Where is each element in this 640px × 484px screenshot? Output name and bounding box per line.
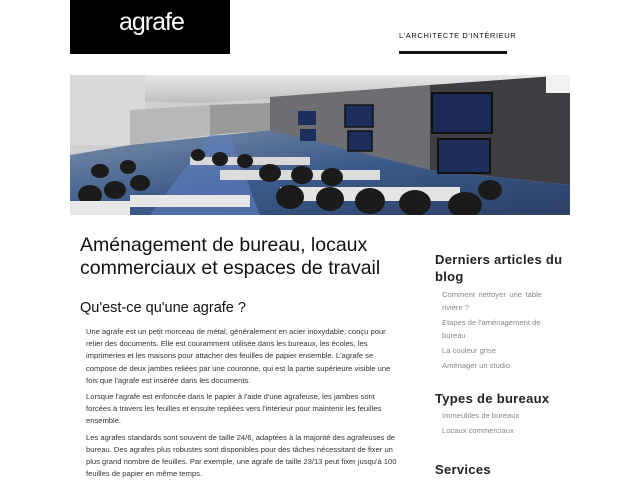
article-paragraph: Une agrafe est un petit morceau de métal, généralement en acier inoxydable, conçu pour relier des documents. Elle est couramment utilisée dans les bureaux, les écoles, les imprimeries et les maisons pour attacher des feuilles de papier ensemble. L'agrafe se compose de deux jambes reliées par une couronne, qui est la partie supérieure visible une fois que l'agrafe est insérée dans les documents.	[86, 327, 391, 385]
article-paragraph: Les agrafes standards sont souvent de taille 24/6, adaptées à la majorité des agrafeuses de bureau. Des agrafes plus robustes sont disponibles pour des tâches nécessitant de fixer un plus grand nombre de feuilles. Par exemple, une agrafe de taille 23/13 peut fixer jusqu'à 100 feuilles de papier en même temps.	[86, 432, 397, 479]
page-title: Aménagement de bureau, locaux commerciaux et espaces de travail	[80, 234, 381, 279]
tagline-underline	[399, 51, 507, 54]
site-logo[interactable]	[70, 0, 230, 54]
recent-post-link[interactable]: La couleur grise	[442, 346, 497, 355]
recent-post-link[interactable]: Aménager un studio	[442, 361, 510, 370]
services-heading: Services	[435, 462, 491, 477]
recent-post-link[interactable]: Comment nettoyer une table rivière ?	[442, 290, 542, 312]
hero-office-image	[70, 75, 570, 215]
logo-text: agrafe	[119, 8, 184, 36]
recent-post-link[interactable]: Etapes de l'aménagement de bureau	[442, 318, 541, 340]
article-paragraph: Lorsque l'agrafe est enfoncée dans le papier à l'aide d'une agrafeuse, les jambes sont forcées à travers les feuilles et ensuite repliées vers l'intérieur pour maintenir les feuilles ensemble.	[86, 392, 382, 426]
section-heading: Qu'est-ce qu'une agrafe ?	[80, 300, 246, 316]
office-types-heading: Types de bureaux	[435, 391, 550, 406]
recent-posts-heading: Derniers articles du blog	[435, 252, 563, 284]
site-tagline[interactable]: L'ARCHITECTE D'INTÉRIEUR	[399, 31, 517, 40]
office-type-link[interactable]: Locaux commerciaux	[442, 426, 514, 435]
office-types-list	[442, 409, 552, 439]
recent-posts-list	[442, 288, 542, 374]
article-body	[86, 326, 398, 484]
office-type-link[interactable]: Immeubles de bureaux	[442, 411, 520, 420]
office-photo-icon	[70, 75, 570, 215]
